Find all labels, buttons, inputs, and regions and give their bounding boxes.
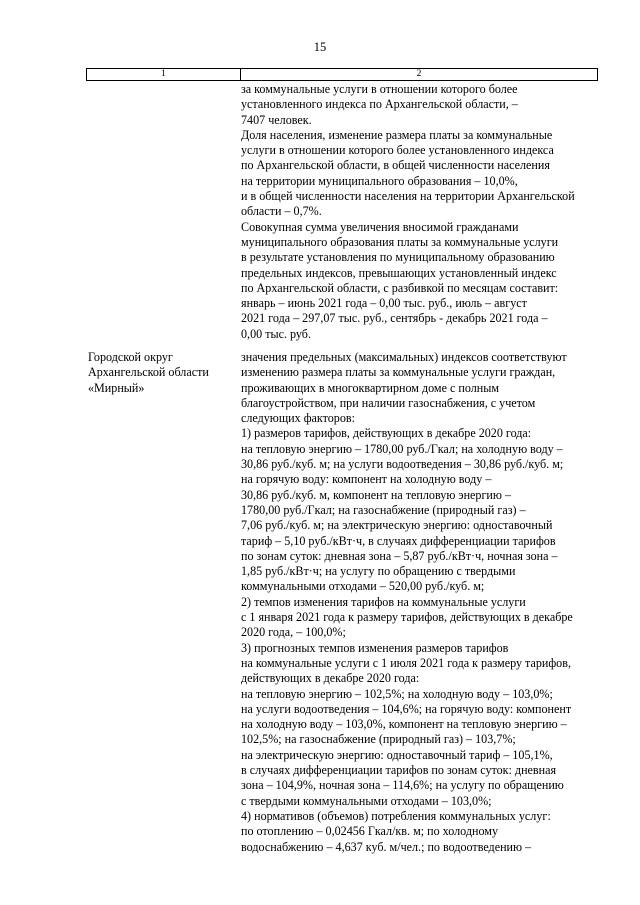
text-line: на горячую воду: компонент на холодную воду – — [241, 472, 492, 487]
text-line: на электрическую энергию: одноставочный тариф – 105,1%, — [241, 747, 553, 762]
text-line: с 1 января 2021 года к размеру тарифов, действующих в декабре — [241, 610, 573, 625]
text-line: с твердыми коммунальными отходами – 103,0%; — [241, 793, 492, 808]
text-line: действующих в декабре 2020 года: — [241, 671, 420, 686]
text-line: 2020 года, – 100,0%; — [241, 625, 346, 640]
text-line: на тепловую энергию – 102,5%; на холодную воду – 103,0%; — [241, 686, 553, 701]
text-line: водоснабжению – 4,637 куб. м/чел.; по водоотведению – — [241, 839, 532, 854]
continued-cell-text — [241, 82, 575, 342]
text-line: следующих факторов: — [241, 411, 355, 426]
text-line: Совокупная сумма увеличения вносимой гражданами — [241, 219, 519, 234]
text-line: Архангельской области — [88, 365, 209, 380]
text-line: услуги в отношении которого более установленного индекса — [241, 143, 554, 158]
text-line: 2) темпов изменения тарифов на коммунальные услуги — [241, 594, 526, 609]
text-line: январь – июнь 2021 года – 0,00 тыс. руб., июль – август — [241, 296, 527, 311]
text-line: по Архангельской области, в общей численности населения — [241, 158, 550, 173]
text-line: 1,85 руб./кВт·ч; на услугу по обращению с твердыми — [241, 564, 516, 579]
text-line: на коммунальные услуги с 1 июля 2021 года к размеру тарифов, — [241, 655, 571, 670]
text-line: 102,5%; на газоснабжение (природный газ) – 103,7%; — [241, 732, 516, 747]
text-line: тариф – 5,10 руб./кВт·ч, в случаях дифференциации тарифов — [241, 533, 556, 548]
text-line: муниципального образования платы за коммунальные услуги — [241, 234, 559, 249]
page-number: 15 — [313, 40, 327, 54]
text-line: «Мирный» — [88, 380, 145, 395]
text-line: 30,86 руб./куб. м; на услуги водоотведения – 30,86 руб./куб. м; — [241, 457, 564, 472]
text-line: Доля населения, изменение размера платы за коммунальные — [241, 127, 553, 142]
text-line: по Архангельской области, с разбивкой по месяцам составит: — [241, 280, 559, 295]
text-line: 7407 человек. — [241, 112, 312, 127]
text-line: 30,86 руб./куб. м, компонент на тепловую энергию – — [241, 487, 511, 502]
column-header-2: 2 — [416, 69, 422, 79]
text-line: зона – 104,9%, ночная зона – 114,6%; на услугу по обращению — [241, 778, 564, 793]
text-line: на холодную воду – 103,0%, компонент на тепловую энергию – — [241, 717, 567, 732]
text-line: благоустройством, при наличии газоснабжения, с учетом — [241, 395, 536, 410]
text-line: значения предельных (максимальных) индексов соответствуют — [241, 350, 567, 364]
text-line: и в общей численности населения на территории Архангельской — [241, 189, 575, 204]
text-line: предельных индексов, превышающих установленный индекс — [241, 265, 557, 280]
table-column-header — [86, 68, 598, 81]
text-line: 4) нормативов (объемов) потребления коммунальных услуг: — [241, 808, 551, 823]
text-line: 1) размеров тарифов, действующих в декабре 2020 года: — [241, 426, 532, 441]
text-line: в случаях дифференциации тарифов по зонам суток: дневная — [241, 763, 557, 778]
text-line: 1780,00 руб./Гкал; на газоснабжение (природный газ) – — [241, 502, 526, 517]
text-line: 3) прогнозных темпов изменения размеров тарифов — [241, 640, 509, 655]
text-line: на тепловую энергию – 1780,00 руб./Гкал; на холодную воду – — [241, 441, 563, 456]
text-line: 2021 года – 297,07 тыс. руб., сентябрь - декабрь 2021 года – — [241, 311, 548, 326]
text-line: проживающих в многоквартирном доме с полным — [241, 380, 500, 395]
text-line: установленного индекса по Архангельской области, – — [241, 97, 518, 112]
text-line: 0,00 тыс. руб. — [241, 326, 311, 341]
text-line: на территории муниципального образования – 10,0%, — [241, 173, 518, 188]
text-line: области – 0,7%. — [241, 204, 322, 219]
text-line: по зонам суток: дневная зона – 5,87 руб./кВт·ч, ночная зона – — [241, 548, 558, 563]
text-line: по отоплению – 0,02456 Гкал/кв. м; по холодному — [241, 824, 498, 839]
text-line: в результате установления по муниципальному образованию — [241, 250, 555, 265]
column-header-1: 1 — [87, 69, 241, 80]
index-description-cell — [241, 350, 573, 855]
text-line: за коммунальные услуги в отношении которого более — [241, 82, 518, 96]
text-line: Городской округ — [88, 350, 173, 364]
text-line: 7,06 руб./куб. м; на электрическую энергию: одноставочный — [241, 518, 553, 533]
text-line: коммунальными отходами – 520,00 руб./куб. м; — [241, 579, 485, 594]
municipality-name-cell — [88, 350, 209, 396]
text-line: изменению размера платы за коммунальные услуги граждан, — [241, 365, 556, 380]
text-line: на услуги водоотведения – 104,6%; на горячую воду: компонент — [241, 701, 572, 716]
